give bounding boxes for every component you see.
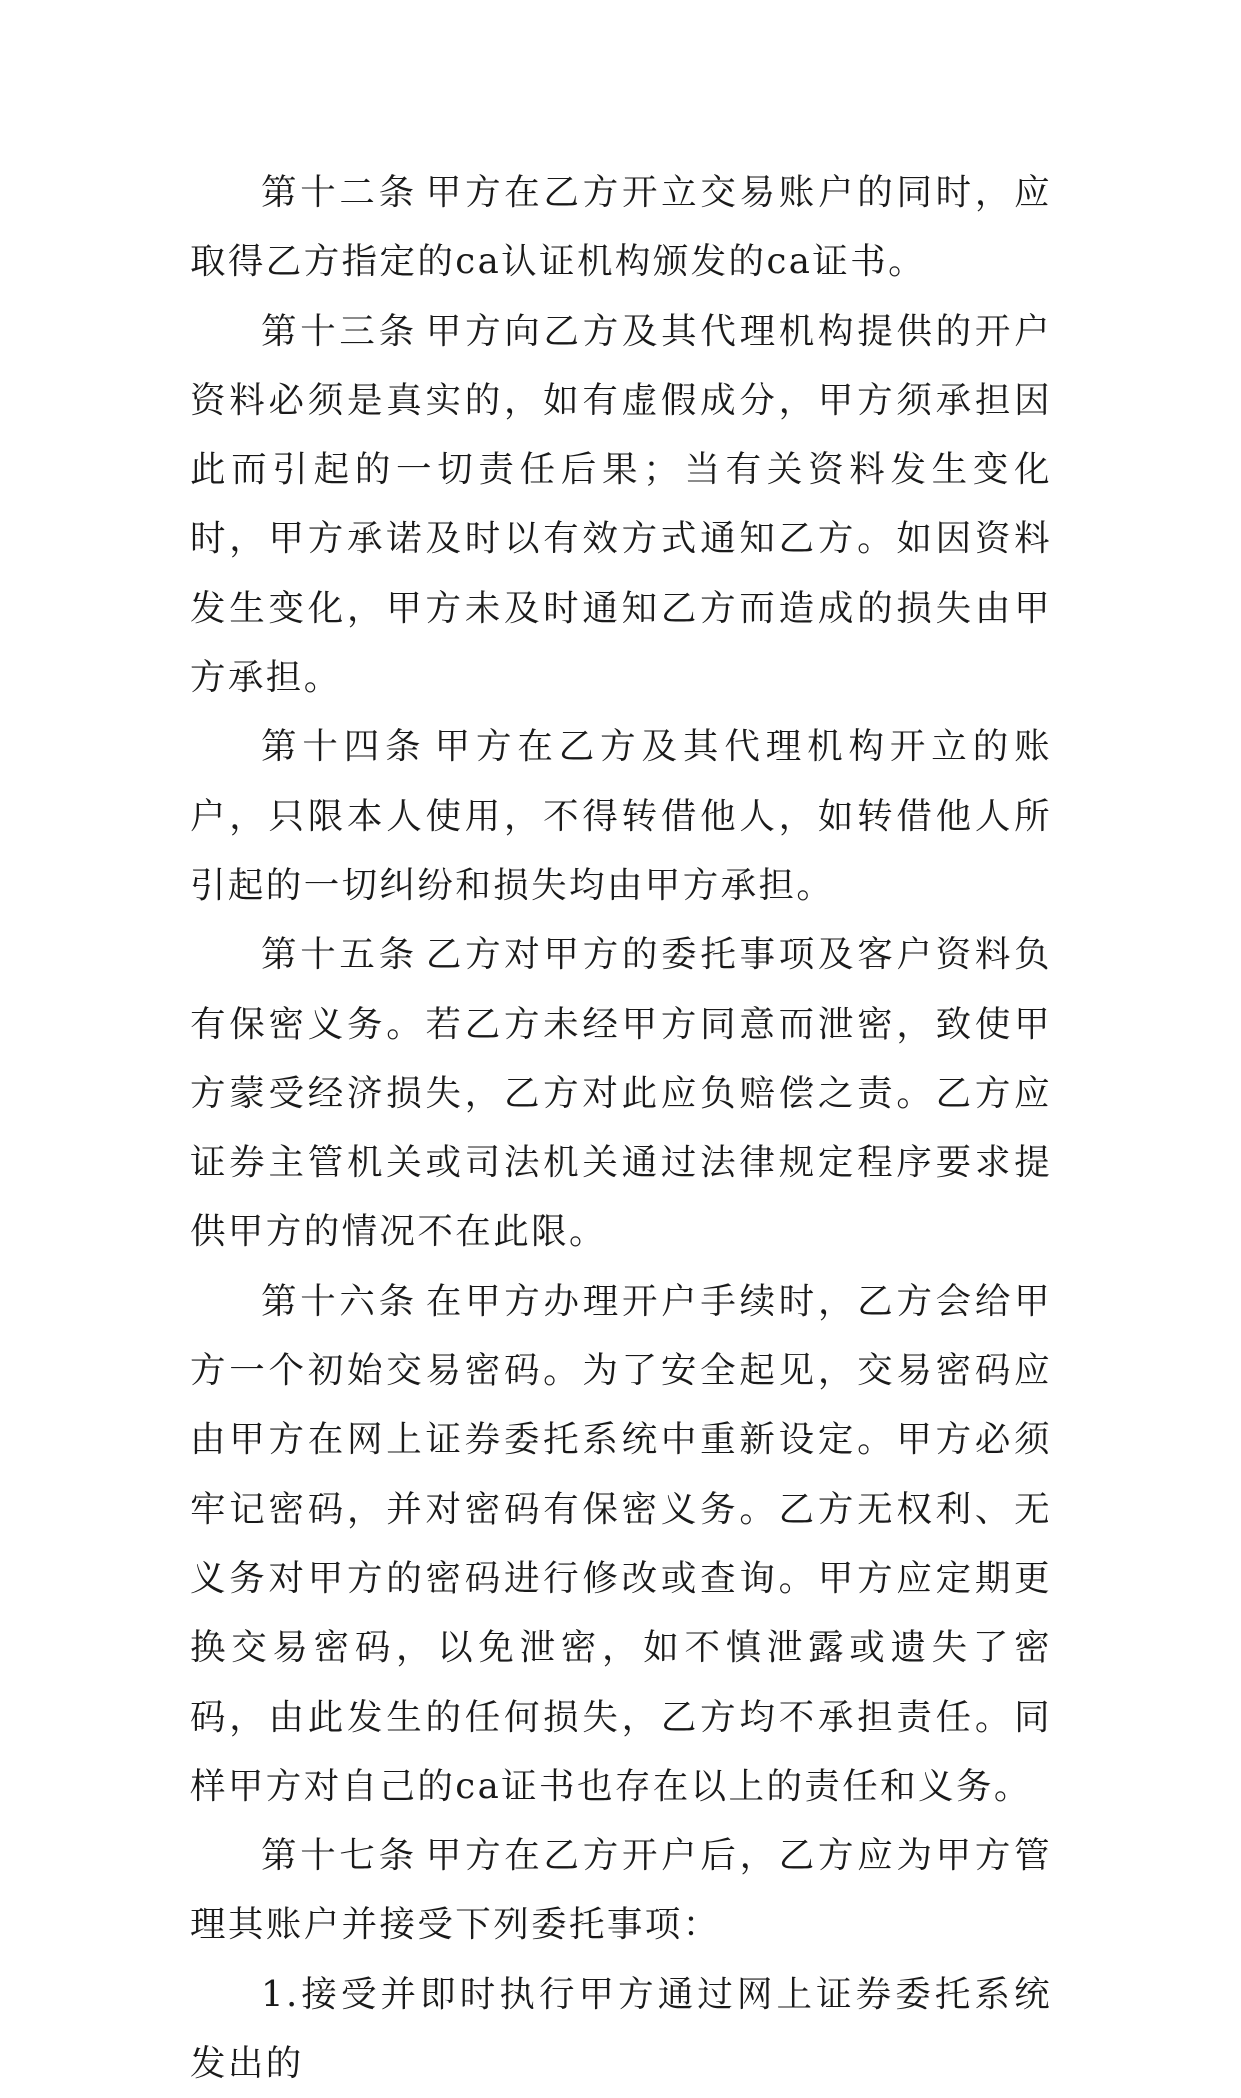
article-17 — [190, 1821, 1052, 1960]
list-item-1-text: 接受并即时执行甲方通过网上证券委托系统发出的 — [190, 1973, 1052, 2085]
article-13 — [190, 297, 1052, 713]
article-16-text: 在甲方办理开户手续时，乙方会给甲方一个初始交易密码。为了安全起见，交易密码应由甲方在网上证券委托系统中重新设定。甲方必须牢记密码，并对密码有保密义务。乙方无权利、无义务对甲方的密码进行修改或查询。甲方应定期更换交易密码，以免泄密，如不慎泄露或遗失了密码，由此发生的任何损失，乙方均不承担责任。同样甲方对自己的ca证书也存在以上的责任和义务。 — [190, 1280, 1053, 1807]
article-14-label: 第十四条 — [261, 726, 427, 768]
article-12-label: 第十二条 — [261, 172, 418, 213]
list-item-1-number: 1. — [261, 1973, 300, 2015]
list-item-1 — [190, 1960, 1052, 2098]
article-17-text: 甲方在乙方开户后，乙方应为甲方管理其账户并接受下列委托事项： — [190, 1835, 1053, 1946]
article-13-label: 第十三条 — [261, 310, 418, 352]
article-16-label: 第十六条 — [261, 1280, 418, 1322]
article-14-text: 甲方在乙方及其代理机构开立的账户，只限本人使用，不得转借他人，如转借他人所引起的一切纠纷和损失均由甲方承担。 — [190, 726, 1052, 906]
document-body — [190, 158, 1052, 2098]
article-17-label: 第十七条 — [261, 1835, 418, 1877]
article-13-text: 甲方向乙方及其代理机构提供的开户资料必须是真实的，如有虚假成分，甲方须承担因此而引起的一切责任后果；当有关资料发生变化时，甲方承诺及时以有效方式通知乙方。如因资料发生变化，甲方未及时通知乙方而造成的损失由甲方承担。 — [190, 310, 1053, 699]
article-16 — [190, 1267, 1052, 1821]
article-15 — [190, 920, 1052, 1266]
article-15-label: 第十五条 — [261, 934, 418, 976]
article-12-text: 甲方在乙方开立交易账户的同时，应取得乙方指定的ca认证机构颁发的ca证书。 — [190, 172, 1053, 283]
article-12 — [190, 158, 1052, 297]
article-14 — [190, 712, 1052, 920]
article-15-text: 乙方对甲方的委托事项及客户资料负有保密义务。若乙方未经甲方同意而泄密，致使甲方蒙受经济损失，乙方对此应负赔偿之责。乙方应证券主管机关或司法机关通过法律规定程序要求提供甲方的情况不在此限。 — [190, 934, 1053, 1253]
